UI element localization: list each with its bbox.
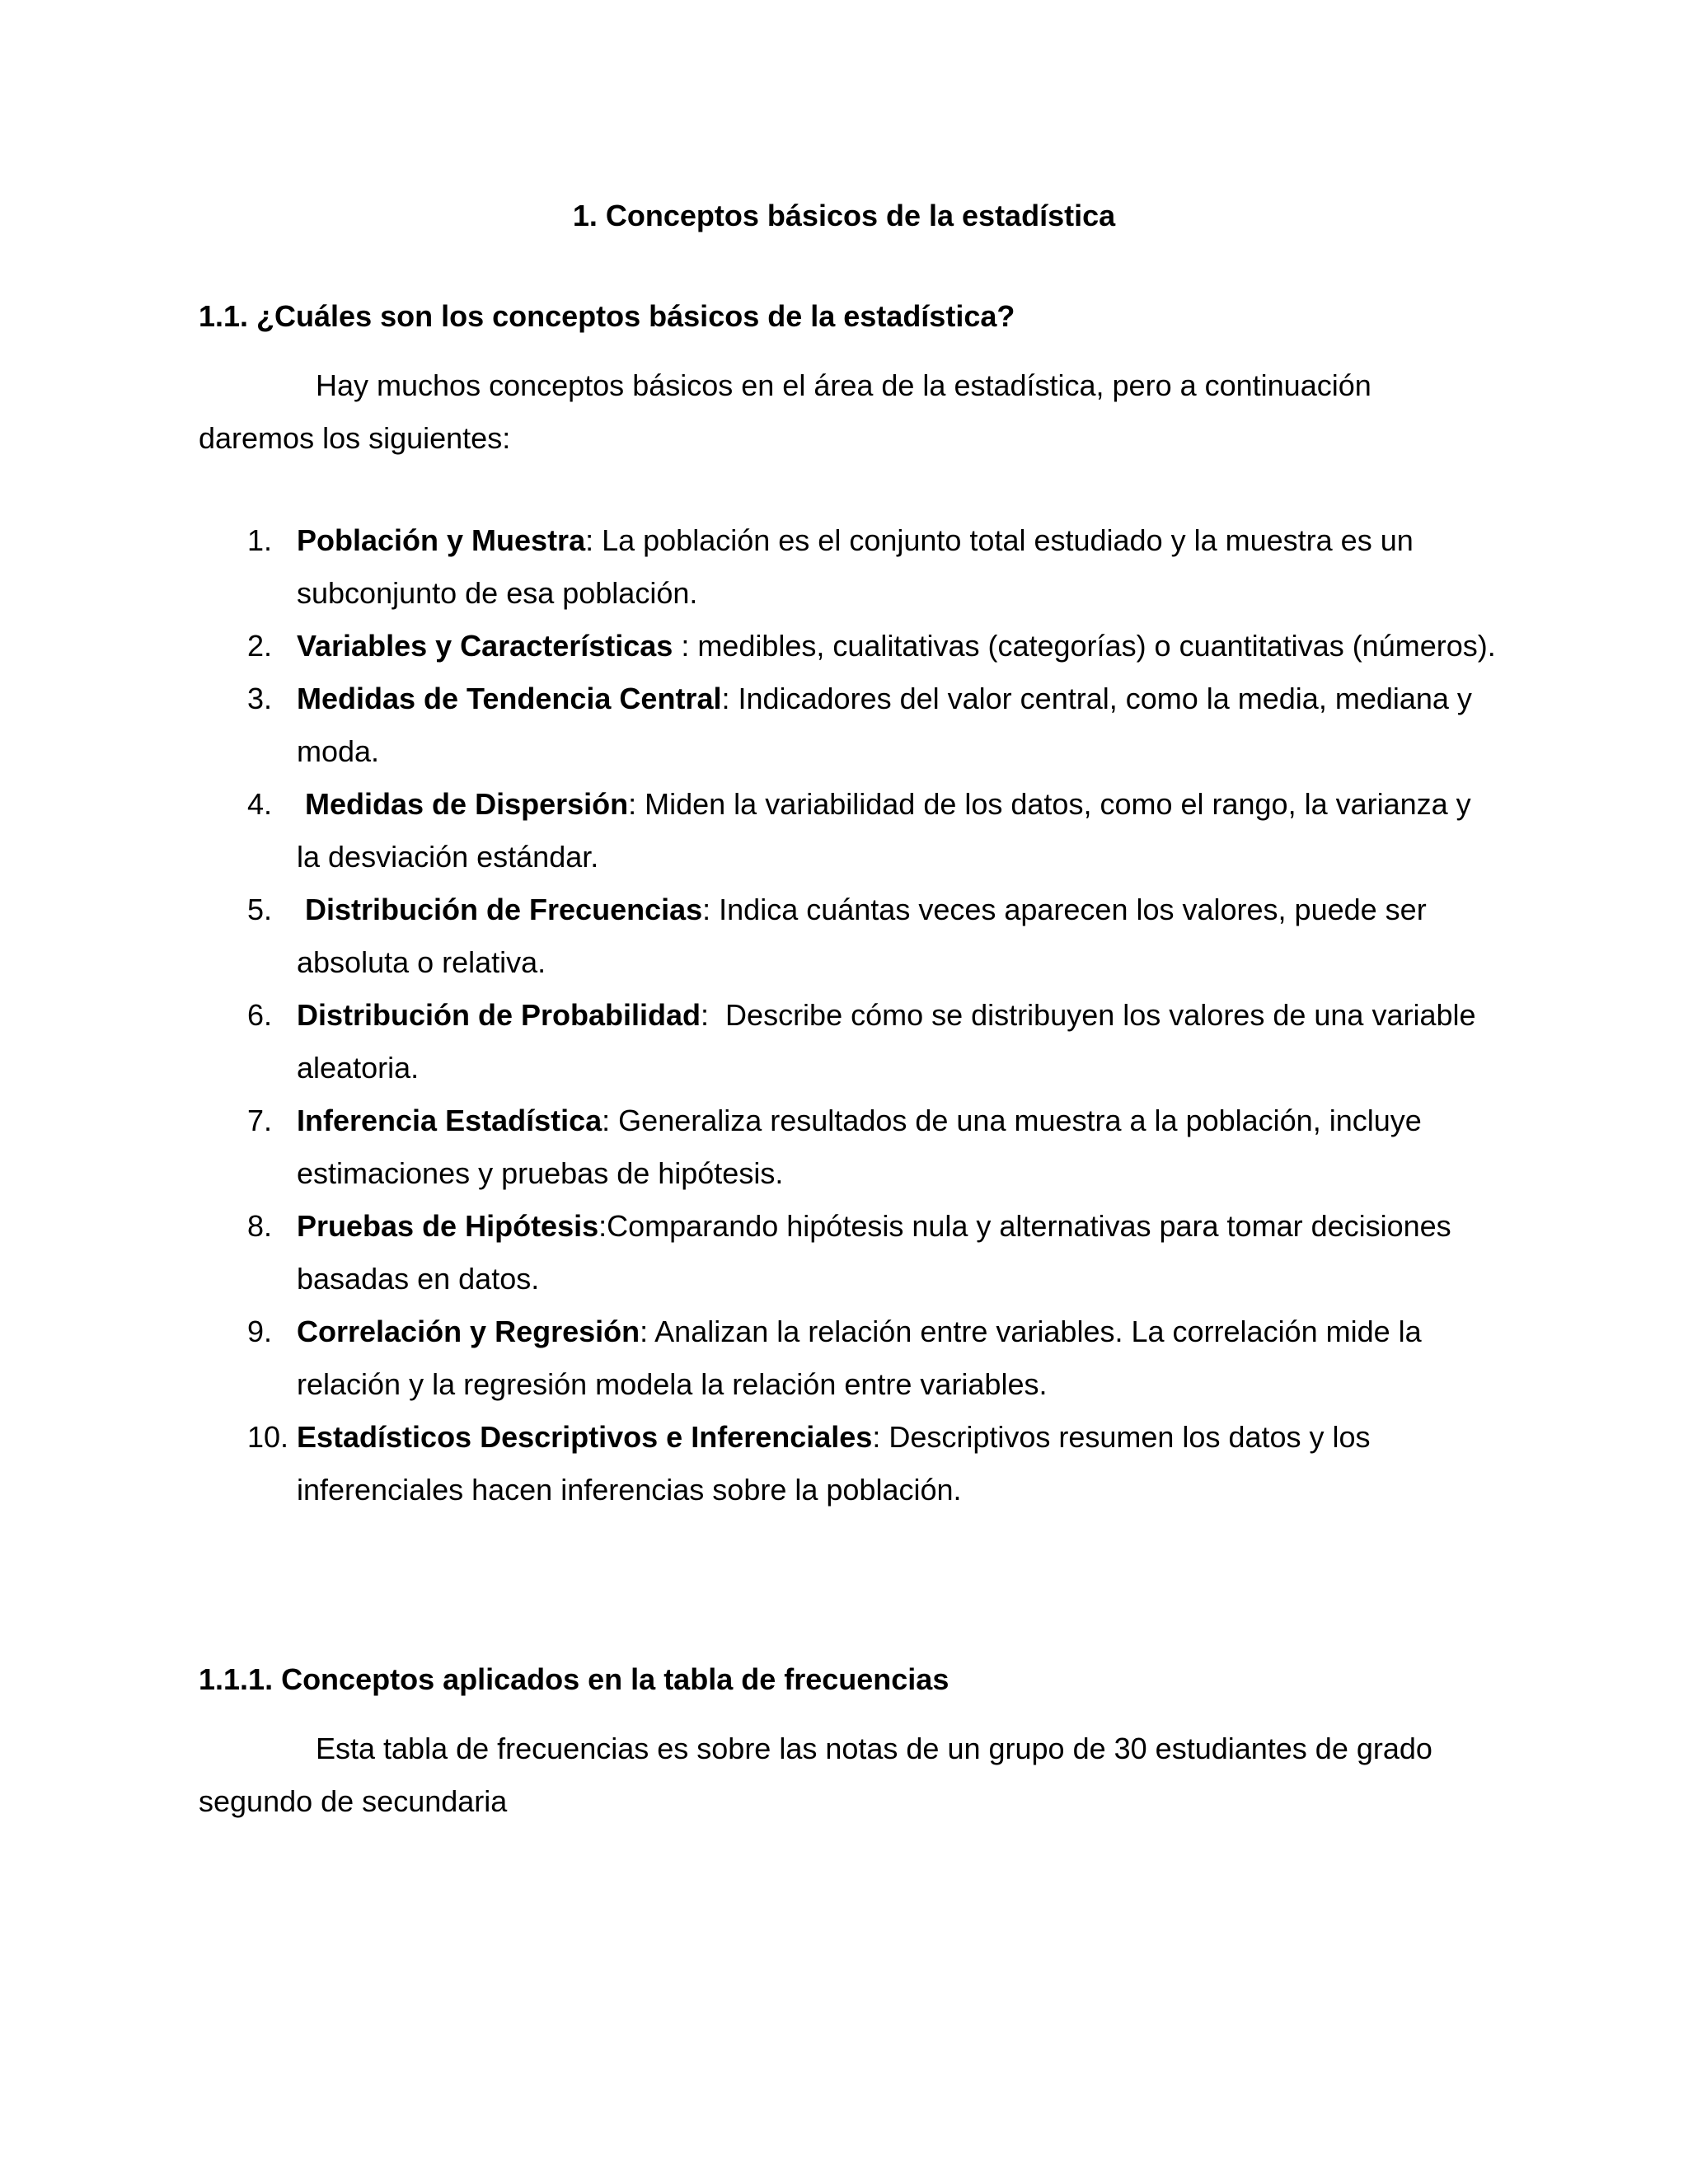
list-item-number: 8. — [247, 1209, 273, 1243]
subsection-heading: 1.1.1. Conceptos aplicados en la tabla de frecuencias — [199, 1662, 950, 1696]
list-item-term: Distribución de Frecuencias — [297, 893, 703, 926]
document-title: 1. Conceptos básicos de la estadística — [572, 199, 1116, 232]
list-item-text: : Indica cuántas veces aparecen los valores, puede ser absoluta o relativa. — [297, 893, 1427, 979]
list-item-text: : Miden la variabilidad de los datos, como el rango, la varianza y la desviación estándar. — [297, 787, 1471, 874]
list-item — [199, 1200, 1501, 1305]
section-heading: 1.1. ¿Cuáles son los conceptos básicos de la estadística? — [199, 299, 1015, 333]
list-item-text: : medibles, cualitativas (categorías) o cuantitativas (números). — [673, 629, 1496, 663]
list-item-text: :Comparando hipótesis nula y alternativas para tomar decisiones basadas en datos. — [297, 1209, 1451, 1296]
list-item-text: : Generaliza resultados de una muestra a la población, incluye estimaciones y pruebas de hipótesis. — [297, 1104, 1422, 1190]
subsection-paragraph: Esta tabla de frecuencias es sobre las notas de un grupo de 30 estudiantes de grado segundo de secundaria — [199, 1732, 1432, 1818]
list-item-text: : Descriptivos resumen los datos y los inferenciales hacen inferencias sobre la población. — [297, 1420, 1371, 1507]
list-item-term: Población y Muestra — [297, 523, 586, 557]
list-item-number: 1. — [247, 523, 273, 557]
list-item-number: 3. — [247, 682, 273, 715]
list-item-number: 5. — [247, 893, 273, 926]
list-item-number: 7. — [247, 1104, 273, 1137]
list-item — [199, 673, 1501, 778]
list-item-text: : La población es el conjunto total estudiado y la muestra es un subconjunto de esa población. — [297, 523, 1414, 610]
concepts-list — [199, 514, 1501, 1516]
list-item-term: Inferencia Estadística — [297, 1104, 603, 1137]
list-item-term: Estadísticos Descriptivos e Inferenciales — [297, 1420, 873, 1454]
list-item-text: : Indicadores del valor central, como la media, mediana y moda. — [297, 682, 1472, 768]
list-item-term: Distribución de Probabilidad — [297, 998, 701, 1032]
list-item-term: Pruebas de Hipótesis — [297, 1209, 599, 1243]
list-item-number: 4. — [247, 787, 273, 821]
list-item — [199, 883, 1501, 989]
list-item — [199, 1305, 1501, 1411]
list-item — [199, 1411, 1501, 1516]
list-item — [199, 620, 1501, 673]
list-item — [199, 989, 1501, 1094]
list-item — [199, 778, 1501, 883]
list-item-text: : Describe cómo se distribuyen los valores de una variable aleatoria. — [297, 998, 1484, 1085]
list-item-number: 6. — [247, 998, 273, 1032]
list-item-term: Medidas de Dispersión — [297, 787, 629, 821]
list-item-term: Variables y Características — [297, 629, 673, 663]
intro-paragraph: Hay muchos conceptos básicos en el área de la estadística, pero a continuación daremos los siguientes: — [199, 368, 1372, 455]
list-item — [199, 514, 1501, 620]
list-item-number: 10. — [247, 1420, 289, 1454]
list-item — [199, 1094, 1501, 1200]
list-item-number: 9. — [247, 1315, 273, 1348]
list-item-text: : Analizan la relación entre variables. La correlación mide la relación y la regresión modela la relación entre variables. — [297, 1315, 1422, 1401]
list-item-number: 2. — [247, 629, 273, 663]
list-item-term: Medidas de Tendencia Central — [297, 682, 722, 715]
list-item-term: Correlación y Regresión — [297, 1315, 640, 1348]
